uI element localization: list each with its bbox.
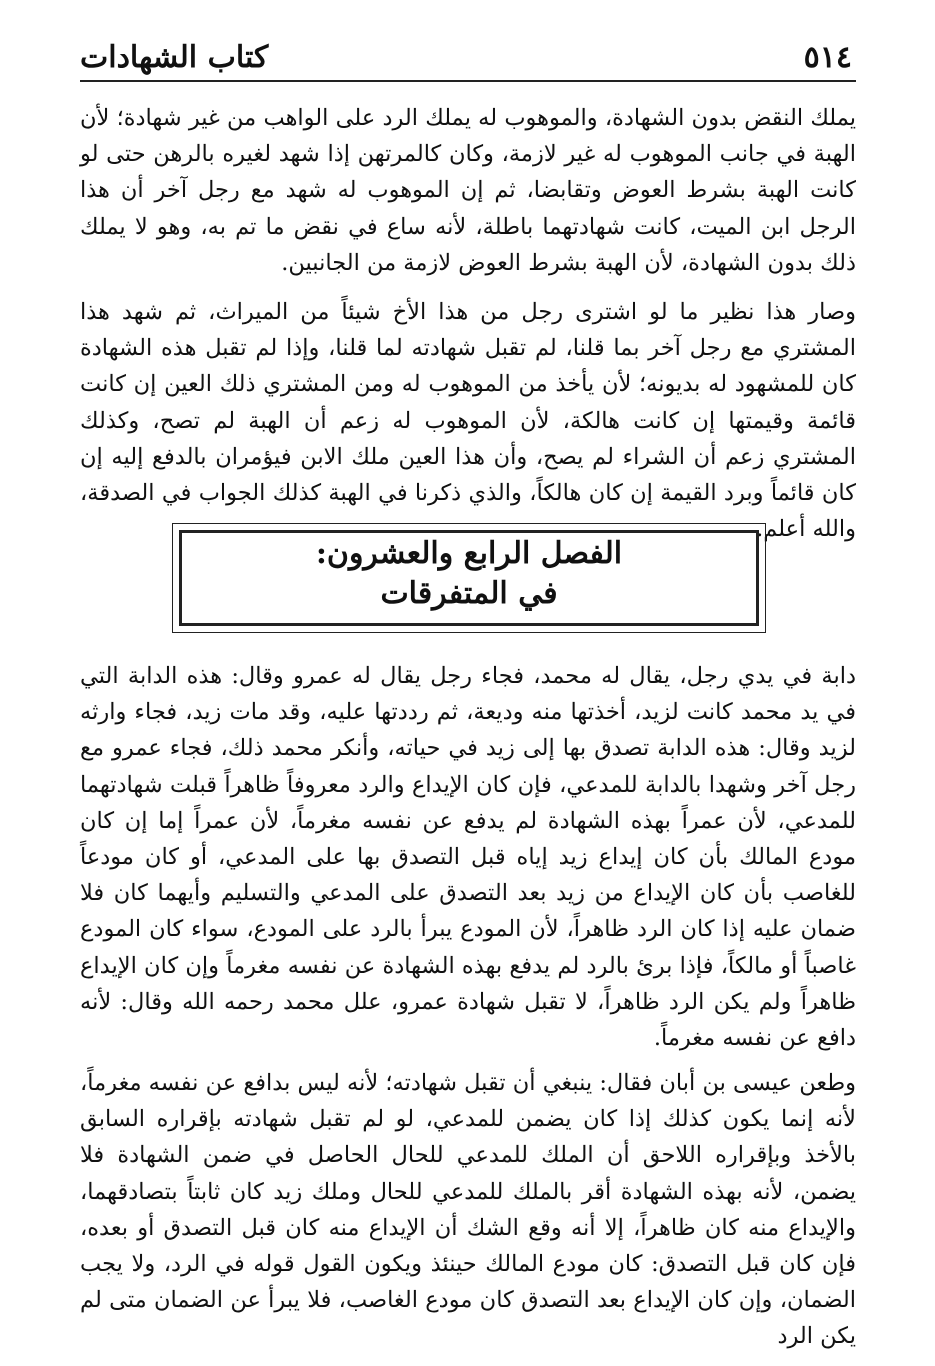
running-title: كتاب الشهادات — [80, 40, 269, 75]
chapter-heading-line-1: الفصل الرابع والعشرون: — [315, 536, 623, 571]
paragraph-4: وطعن عيسى بن أبان فقال: ينبغي أن تقبل شهادته؛ لأنه ليس بدافع عن نفسه مغرماً، لأنه إنما يكون كذلك إذا كان يضمن للمدعي، لو لم تقبل شهادته بإقراره السابق بالأخذ وبإقراره اللاحق أن الملك للمدعي للحال الحاصل في ضمن الشهادة فلا يضمن، لأنه بهذه الشهادة أقر بالملك للمدعي للحال وملك زيد كان ثابتاً بتصادقهما، والإيداع منه كان ظاهراً، إلا أنه وقع الشك أن الإيداع منه كان قبل التصدق أو بعده، فإن كان قبل التصدق: كان مودع المالك حينئذ ويكون القول قوله في الرد، ولا يجب الضمان، وإن كان الإيداع بعد التصدق كان مودع الغاصب، فلا يبرأ عن الضمان متى لم يكن الرد — [80, 1070, 856, 1350]
page-header — [80, 36, 856, 82]
paragraph-3: دابة في يدي رجل، يقال له محمد، فجاء رجل يقال له عمرو وقال: هذه الدابة التي في يد محمد كانت لزيد، أخذتها منه وديعة، ثم رددتها عليه، وقد مات زيد، فجاء وارثه لزيد وقال: هذه الدابة تصدق بها إلى زيد في حياته، وأنكر محمد ذلك، فجاء عمرو مع رجل آخر وشهدا بالدابة للمدعي، فإن كان الإيداع والرد معروفاً ظاهراً قبلت شهادتهما للمدعي، لأن عمراً بهذه الشهادة لم يدفع عن نفسه مغرماً، لأن عمراً إما إن كان مودع المالك بأن كان إيداع زيد إياه قبل التصدق بها على المدعي، أو كان مودعاً للغاصب بأن كان الإيداع من زيد بعد التصدق على المدعي والتسليم وأيهما كان فلا ضمان عليه إذا كان الرد ظاهراً، لأن المودع يبرأ بالرد على المودع، سواء كان المودع غاصباً أو مالكاً، فإذا برئ بالرد لم يدفع بهذه الشهادة عن نفسه مغرماً وإن كان الإيداع ظاهراً ولم يكن الرد ظاهراً، لا تقبل شهادة عمرو، علل محمد رحمه الله وقال: لأنه دافع عن نفسه مغرماً. — [80, 663, 856, 1052]
paragraph-1: يملك النقض بدون الشهادة، والموهوب له يملك الرد على الواهب من غير شهادة؛ لأن الهبة في جانب الموهوب له غير لازمة، وكان كالمرتهن إذا شهد لغيره بالرهن حتى لو كانت الهبة بشرط العوض وتقابضا، ثم إن الموهوب له شهد مع رجل آخر أن هذا الرجل ابن الميت، كانت شهادتهما باطلة، لأنه ساع في نقض ما تم به، وهو لا يملك ذلك بدون الشهادة، لأن الهبة بشرط العوض لازمة من الجانبين. — [80, 105, 856, 276]
page-number: ٥١٤ — [803, 40, 852, 75]
chapter-heading-box — [172, 523, 766, 633]
chapter-heading-line-2: في المتفرقات — [380, 576, 558, 611]
paragraph-2: وصار هذا نظير ما لو اشترى رجل من هذا الأخ شيئاً من الميراث، ثم شهد هذا المشتري مع رجل آخر بما قلنا، لم تقبل شهادته لما قلنا، وإذا لم تقبل هذه الشهادة كان للمشهود له بديونه؛ لأن يأخذ من الموهوب له ومن المشتري ذلك العين إن كانت قائمة وقيمتها إن كانت هالكة، لأن الموهوب له زعم أن الهبة لم تصح، وكذلك المشتري زعم أن الشراء لم يصح، وأن هذا العين ملك الابن فيؤمران بالدفع إليه إن كان قائماً وبرد القيمة إن كان هالكاً، والذي ذكرنا في الهبة كذلك الجواب في الصدقة، والله أعلم. — [80, 299, 856, 543]
